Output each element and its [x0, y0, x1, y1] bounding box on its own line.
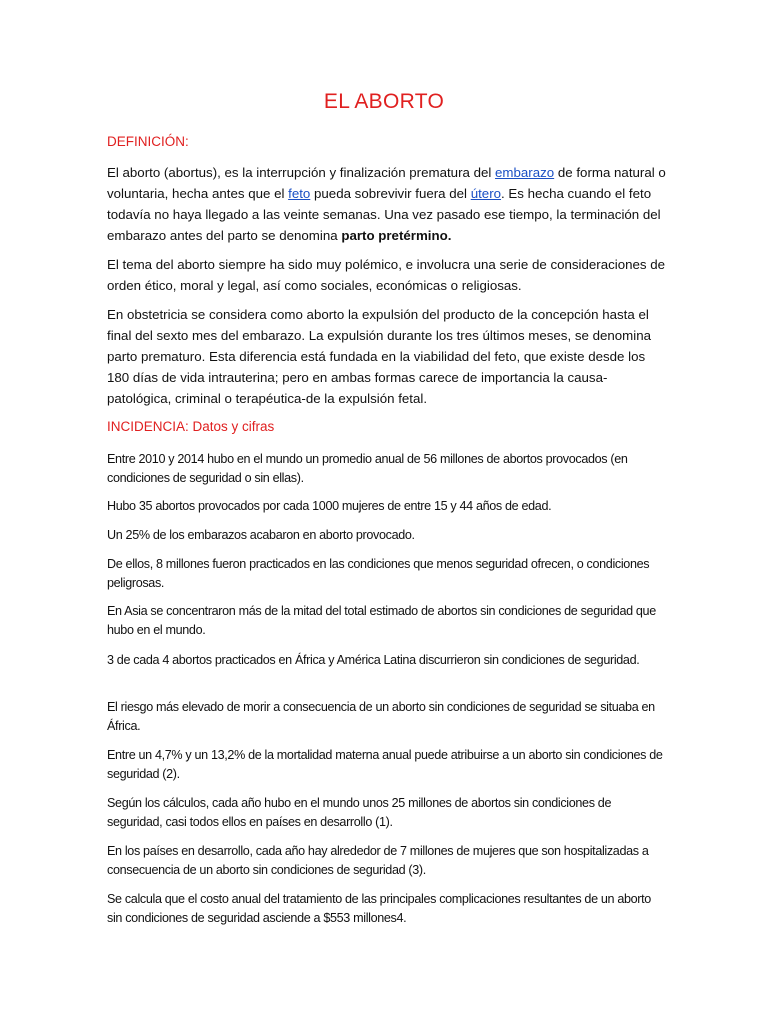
- utero-link[interactable]: útero: [470, 186, 502, 201]
- polemic-paragraph: El tema del aborto siempre ha sido muy polémico, e involucra una serie de consideraciones de orden ético, moral y legal, así como sociales, económicas o religiosas.: [107, 257, 666, 293]
- embarazo-link[interactable]: embarazo: [495, 165, 555, 180]
- fact-item: En los países en desarrollo, cada año hay alrededor de 7 millones de mujeres que son hospitalizadas a consecuencia de un aborto sin condiciones de seguridad (3).: [107, 844, 649, 877]
- definicion-heading: DEFINICIÓN:: [107, 134, 189, 149]
- fact-item: Entre 2010 y 2014 hubo en el mundo un promedio anual de 56 millones de abortos provocados (en condiciones de seguridad o sin ellas).: [107, 452, 628, 485]
- parto-pretermino-bold: parto pretérmino.: [341, 228, 452, 243]
- fact-item: 3 de cada 4 abortos practicados en África y América Latina discurrieron sin condiciones de seguridad.: [107, 653, 640, 667]
- fact-item: Entre un 4,7% y un 13,2% de la mortalidad materna anual puede atribuirse a un aborto sin condiciones de seguridad (2).: [107, 748, 663, 781]
- fact-item: Según los cálculos, cada año hubo en el mundo unos 25 millones de abortos sin condiciones de seguridad, casi todos ellos en países en desarrollo (1).: [107, 796, 612, 829]
- fact-item: Un 25% de los embarazos acabaron en aborto provocado.: [107, 528, 415, 542]
- definition-text-4: . Es hecha cuando el feto todavía no haya llegado a las veinte semanas. Una vez pasado ese tiempo, la terminación del embarazo antes del parto se denomina: [107, 186, 661, 243]
- fact-item: Se calcula que el costo anual del tratamiento de las principales complicaciones resultantes de un aborto sin condiciones de seguridad asciende a $553 millones4.: [107, 892, 651, 925]
- definition-text-3: pueda sobrevivir fuera del: [310, 186, 471, 201]
- definition-paragraph: [107, 162, 667, 246]
- fact-item: De ellos, 8 millones fueron practicados en las condiciones que menos seguridad ofrecen, o condiciones peligrosas.: [107, 557, 650, 590]
- fact-item: Hubo 35 abortos provocados por cada 1000 mujeres de entre 15 y 44 años de edad.: [107, 499, 552, 513]
- definition-text-2: de forma natural o voluntaria, hecha antes que el: [107, 165, 666, 201]
- fact-item: En Asia se concentraron más de la mitad del total estimado de abortos sin condiciones de seguridad que hubo en el mundo.: [107, 604, 656, 637]
- feto-link[interactable]: feto: [288, 186, 311, 201]
- definition-text-1: El aborto (abortus), es la interrupción y finalización prematura del: [107, 165, 496, 180]
- document-title: EL ABORTO: [323, 90, 445, 113]
- incidencia-heading: INCIDENCIA: Datos y cifras: [107, 419, 275, 434]
- obstetrics-paragraph: En obstetricia se considera como aborto la expulsión del producto de la concepción hasta el final del sexto mes del embarazo. La expulsión durante los tres últimos meses, se denomina parto prematuro. Esta diferencia está fundada en la viabilidad del feto, que existe desde los 180 días de vida intrauterina; pero en ambas formas carece de importancia la causa-patológica, criminal o terapéutica-de la expulsión fetal.: [107, 307, 651, 406]
- fact-item: El riesgo más elevado de morir a consecuencia de un aborto sin condiciones de seguridad se situaba en África.: [107, 700, 655, 733]
